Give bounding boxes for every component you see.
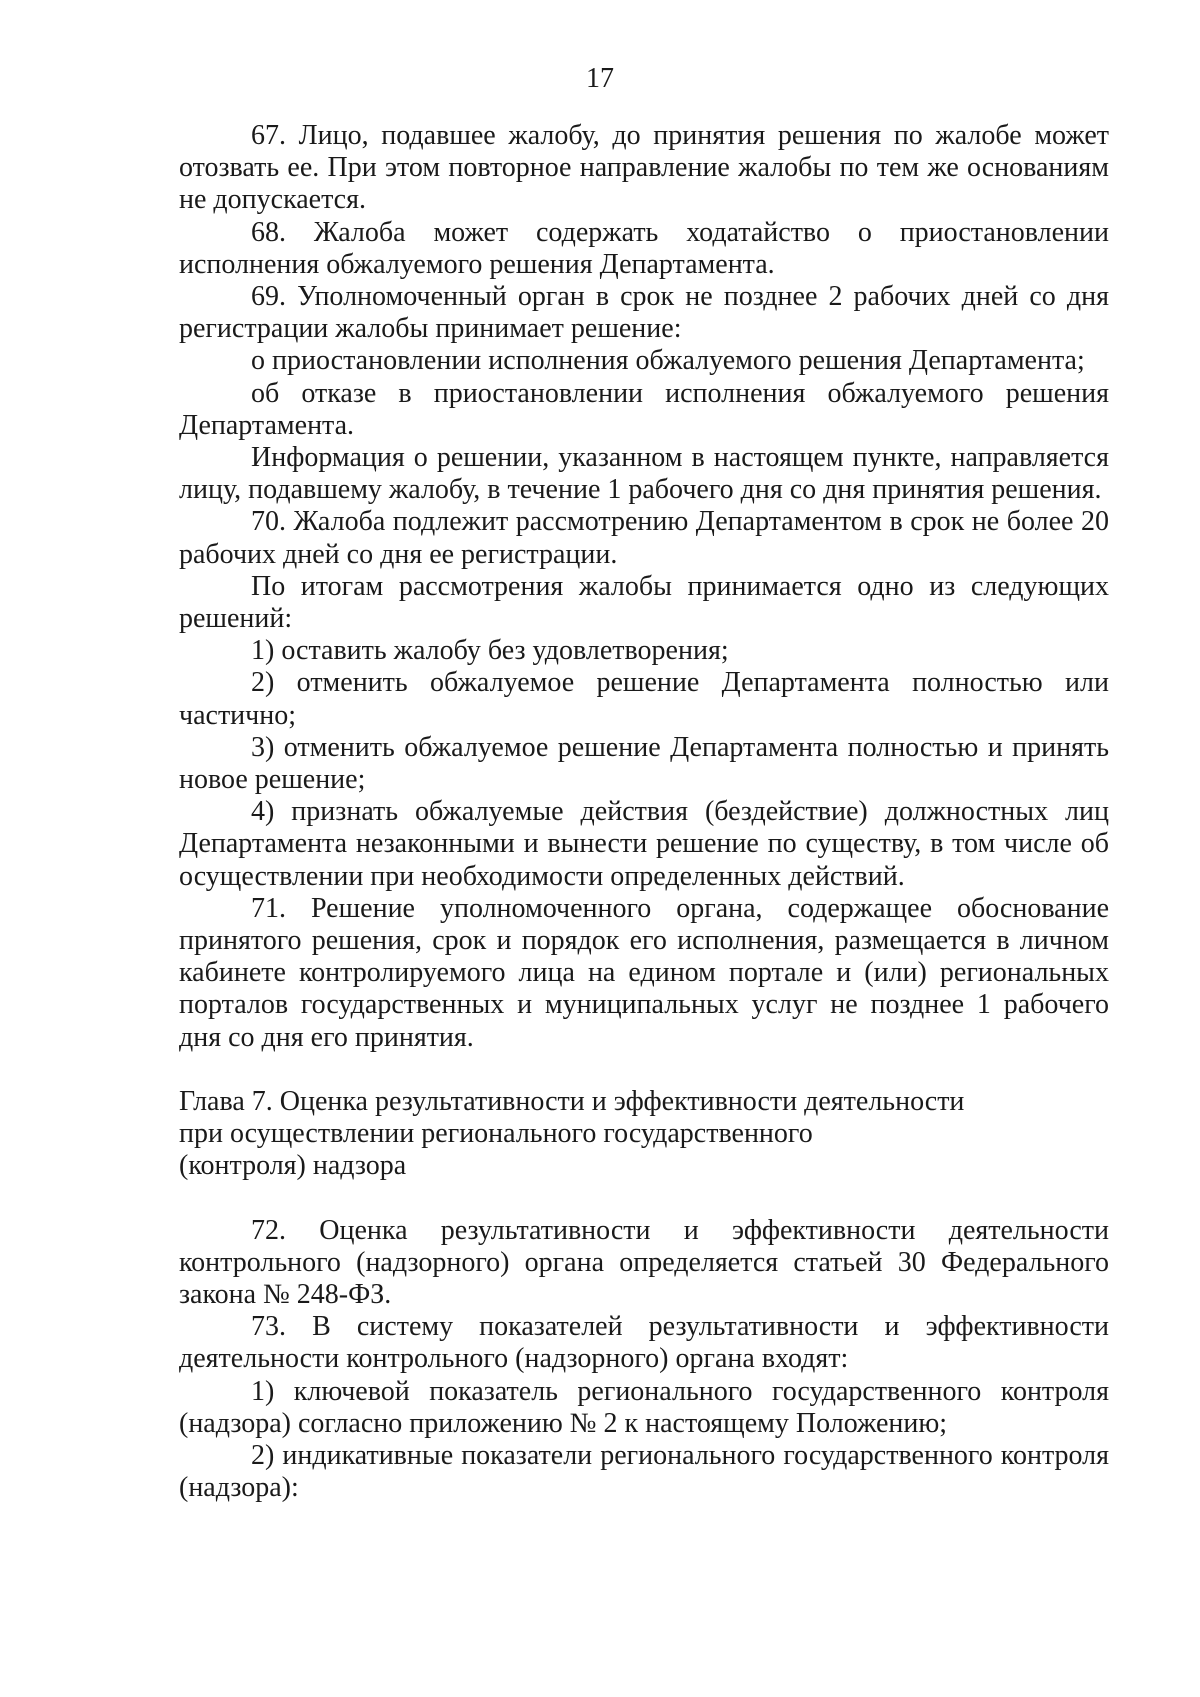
paragraph-71: 71. Решение уполномоченного органа, содержащее обоснование принятого решения, срок и порядок его исполнения, размещается в личном кабинете контролируемого лица на едином портале и (или) региональных порталов государственных и муниципальных услуг не позднее 1 рабочего дня со дня его принятия.: [179, 892, 1109, 1053]
chapter-heading-line-3: (контроля) надзора: [179, 1150, 407, 1182]
list-item-1-leave-complaint: 1) оставить жалобу без удовлетворения;: [251, 635, 729, 667]
paragraph-70-results-intro: По итогам рассмотрения жалобы принимается одно из следующих решений:: [179, 570, 1109, 635]
paragraph-69: 69. Уполномоченный орган в срок не позднее 2 рабочих дней со дня регистрации жалобы принимает решение:: [179, 281, 1109, 345]
paragraph-70: 70. Жалоба подлежит рассмотрению Департаментом в срок не более 20 рабочих дней со дня ее регистрации.: [179, 506, 1109, 570]
chapter-heading-line-1: Глава 7. Оценка результативности и эффективности деятельности: [179, 1085, 965, 1117]
list-item-4-unlawful-actions: 4) признать обжалуемые действия (бездействие) должностных лиц Департамента незаконными и вынести решение по существу, в том числе об осуществлении при необходимости определенных действий.: [179, 796, 1109, 892]
list-item-3-cancel-and-new-decision: 3) отменить обжалуемое решение Департамента полностью и принять новое решение;: [179, 731, 1109, 796]
chapter-7-heading: [179, 1086, 1109, 1183]
paragraph-69-information: Информация о решении, указанном в настоящем пункте, направляется лицу, подавшему жалобу, в течение 1 рабочего дня со дня принятия решения.: [179, 442, 1109, 506]
paragraph-67: 67. Лицо, подавшее жалобу, до принятия решения по жалобе может отозвать ее. При этом повторное направление жалобы по тем же основаниям не допускается.: [179, 120, 1109, 216]
paragraph-73: 73. В систему показателей результативности и эффективности деятельности контрольного (надзорного) органа входят:: [179, 1311, 1109, 1375]
page-number: 17: [586, 63, 614, 94]
paragraph-68: 68. Жалоба может содержать ходатайство о приостановлении исполнения обжалуемого решения Департамента.: [179, 216, 1109, 280]
paragraph-69-option-refuse: об отказе в приостановлении исполнения обжалуемого решения Департамента.: [179, 377, 1109, 441]
list-item-1-key-indicator: 1) ключевой показатель регионального государственного контроля (надзора) согласно приложению № 2 к настоящему Положению;: [179, 1375, 1109, 1439]
chapter-heading-line-2: при осуществлении регионального государственного: [179, 1118, 813, 1150]
document-body: [179, 120, 1109, 1504]
list-item-2-indicative-indicators: 2) индикативные показатели регионального государственного контроля (надзора):: [179, 1439, 1109, 1504]
paragraph-69-option-suspend: о приостановлении исполнения обжалуемого решения Департамента;: [251, 345, 1085, 377]
list-item-2-cancel-decision: 2) отменить обжалуемое решение Департамента полностью или частично;: [179, 667, 1109, 731]
paragraph-72: 72. Оценка результативности и эффективности деятельности контрольного (надзорного) органа определяется статьей 30 Федерального закона № 248-ФЗ.: [179, 1214, 1109, 1310]
